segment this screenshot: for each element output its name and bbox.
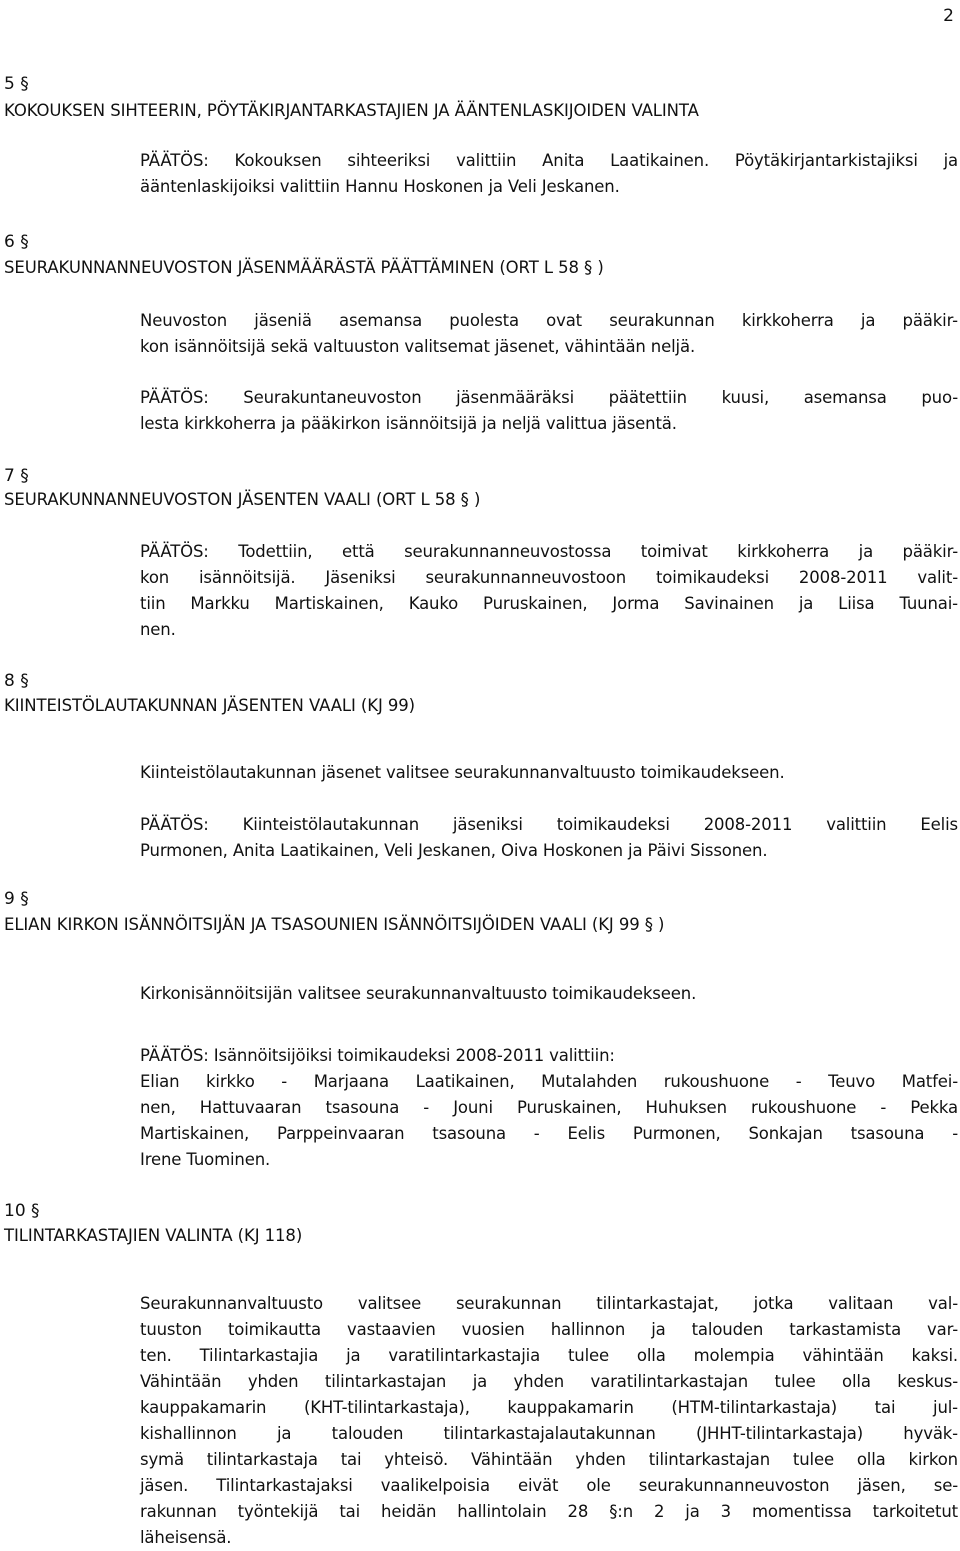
body-paragraph (140, 308, 958, 360)
decision-paragraph (140, 1043, 958, 1173)
text-line: PÄÄTÖS: Kiinteistölautakunnan jäseniksi toimikaudeksi 2008-2011 valittiin Eelis (140, 815, 958, 834)
text-line: PÄÄTÖS: Isännöitsijöiksi toimikaudeksi 2008-2011 valittiin: (140, 1046, 615, 1065)
text-line: Irene Tuominen. (140, 1150, 271, 1169)
text-line: tuuston toimikautta vastaavien vuosien hallinnon ja talouden tarkastamista var- (140, 1320, 958, 1339)
text-line: Elian kirkko - Marjaana Laatikainen, Mutalahden rukoushuone - Teuvo Matfei- (140, 1072, 958, 1091)
section-number: 8 § (4, 671, 29, 691)
section-number: 5 § (4, 74, 29, 94)
body-paragraph (140, 1291, 958, 1551)
section-heading: KIINTEISTÖLAUTAKUNNAN JÄSENTEN VAALI (KJ 99) (4, 696, 416, 715)
text-line: tiin Markku Martiskainen, Kauko Puruskainen, Jorma Savinainen ja Liisa Tuunai- (140, 594, 958, 613)
text-line: kon isännöitsijä. Jäseniksi seurakunnanneuvostoon toimikaudeksi 2008-2011 valit- (140, 568, 958, 587)
decision-paragraph (140, 539, 958, 643)
text-line: Kiinteistölautakunnan jäsenet valitsee seurakunnanvaltuusto toimikaudekseen. (140, 763, 785, 782)
text-line: läheisensä. (140, 1528, 232, 1547)
text-line: Martiskainen, Parppeinvaaran tsasouna - Eelis Purmonen, Sonkajan tsasouna - (140, 1124, 958, 1143)
text-line: rakunnan työntekijä tai heidän hallintolain 28 §:n 2 ja 3 momentissa tarkoitetut (140, 1502, 958, 1521)
text-line: PÄÄTÖS: Todettiin, että seurakunnanneuvostossa toimivat kirkkoherra ja pääkir- (140, 542, 958, 561)
text-line: ten. Tilintarkastajia ja varatilintarkastajia tulee olla molempia vähintään kaksi. (140, 1346, 958, 1365)
decision-paragraph (140, 148, 958, 200)
decision-paragraph (140, 385, 958, 437)
text-line: ääntenlaskijoiksi valittiin Hannu Hoskonen ja Veli Jeskanen. (140, 177, 620, 196)
text-line: Kirkonisännöitsijän valitsee seurakunnanvaltuusto toimikaudekseen. (140, 984, 697, 1003)
text-line: jäsen. Tilintarkastajaksi vaalikelpoisia eivät ole seurakunnanneuvoston jäsen, se- (140, 1476, 958, 1495)
section-heading: ELIAN KIRKON ISÄNNÖITSIJÄN JA TSASOUNIEN ISÄNNÖITSIJÖIDEN VAALI (KJ 99 § ) (4, 915, 665, 934)
text-line: PÄÄTÖS: Kokouksen sihteeriksi valittiin Anita Laatikainen. Pöytäkirjantarkistajiksi ja (140, 151, 958, 170)
text-line: Seurakunnanvaltuusto valitsee seurakunnan tilintarkastajat, jotka valitaan val- (140, 1294, 958, 1313)
text-line: Purmonen, Anita Laatikainen, Veli Jeskanen, Oiva Hoskonen ja Päivi Sissonen. (140, 841, 768, 860)
section-heading: TILINTARKASTAJIEN VALINTA (KJ 118) (4, 1226, 303, 1245)
section-heading: KOKOUKSEN SIHTEERIN, PÖYTÄKIRJANTARKASTAJIEN JA ÄÄNTENLASKIJOIDEN VALINTA (4, 101, 699, 120)
text-line: Vähintään yhden tilintarkastajan ja yhden varatilintarkastajan tulee olla keskus- (140, 1372, 958, 1391)
section-number: 9 § (4, 889, 29, 909)
text-line: nen. (140, 620, 176, 639)
text-line: kauppakamarin (KHT-tilintarkastaja), kauppakamarin (HTM-tilintarkastaja) tai jul- (140, 1398, 958, 1417)
text-line: kishallinnon ja talouden tilintarkastajalautakunnan (JHHT-tilintarkastaja) hyväk- (140, 1424, 958, 1443)
text-line: kon isännöitsijä sekä valtuuston valitsemat jäsenet, vähintään neljä. (140, 337, 696, 356)
page-number: 2 (943, 6, 954, 26)
body-paragraph (140, 760, 958, 786)
decision-paragraph (140, 812, 958, 864)
section-number: 7 § (4, 466, 29, 486)
text-line: PÄÄTÖS: Seurakuntaneuvoston jäsenmääräksi päätettiin kuusi, asemansa puo- (140, 388, 958, 407)
section-number: 10 § (4, 1201, 40, 1221)
text-line: lesta kirkkoherra ja pääkirkon isännöitsijä ja neljä valittua jäsentä. (140, 414, 677, 433)
body-paragraph (140, 981, 958, 1007)
text-line: Neuvoston jäseniä asemansa puolesta ovat seurakunnan kirkkoherra ja pääkir- (140, 311, 958, 330)
text-line: nen, Hattuvaaran tsasouna - Jouni Puruskainen, Huhuksen rukoushuone - Pekka (140, 1098, 958, 1117)
text-line: symä tilintarkastaja tai yhteisö. Vähintään yhden tilintarkastajan tulee olla kirkon (140, 1450, 958, 1469)
section-heading: SEURAKUNNANNEUVOSTON JÄSENTEN VAALI (ORT L 58 § ) (4, 490, 481, 509)
section-heading: SEURAKUNNANNEUVOSTON JÄSENMÄÄRÄSTÄ PÄÄTTÄMINEN (ORT L 58 § ) (4, 258, 604, 277)
section-number: 6 § (4, 232, 29, 252)
